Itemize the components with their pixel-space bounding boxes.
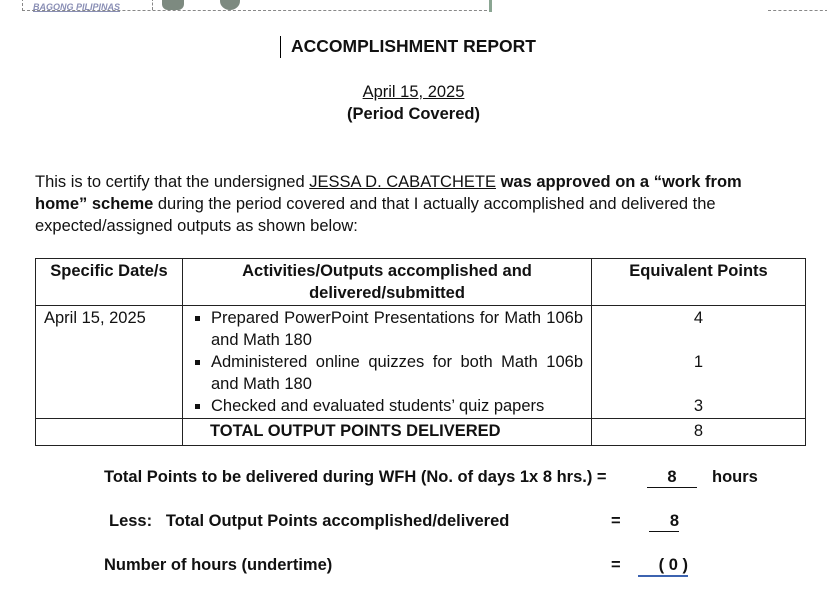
cert-suffix: during the period covered and that I actually accomplished and delivered the expected/assigned outputs as shown below:	[35, 195, 716, 235]
empty-cell	[36, 419, 183, 446]
total-label: TOTAL OUTPUT POINTS DELIVERED	[183, 419, 592, 446]
equals-sign: =	[611, 556, 621, 574]
report-date: April 15, 2025	[362, 83, 465, 101]
employee-name: JESSA D. CABATCHETE	[309, 173, 496, 191]
activity-item: ▪ Prepared PowerPoint Presentations for Math 106b and Math 180	[211, 307, 583, 351]
total-points-value: 8	[647, 468, 697, 488]
header-bar	[489, 0, 492, 12]
header-activities: Activities/Outputs accomplished and delivered/submitted	[183, 259, 592, 306]
points-value: 1	[693, 353, 704, 371]
less-label: Less: Total Output Points accomplished/delivered	[109, 512, 510, 530]
undertime-label: Number of hours (undertime)	[104, 556, 333, 574]
cert-bold: was approved on a “work from home” scheme	[35, 173, 742, 213]
logo-image	[162, 0, 184, 10]
cert-prefix: This is to certify that the undersigned	[35, 173, 310, 191]
total-points: 8	[592, 419, 806, 446]
logo-text: BAGONG PILIPINAS	[33, 2, 121, 12]
row-date: April 15, 2025	[36, 306, 183, 419]
accomplished-value: 8	[649, 512, 679, 532]
page-title: ACCOMPLISHMENT REPORT	[291, 36, 536, 56]
activity-item: ▪ Administered online quizzes for both Math 106b and Math 180	[211, 351, 583, 395]
points-value: 3	[693, 397, 704, 415]
total-points-label: Total Points to be delivered during WFH (No. of days 1x 8 hrs.) =	[104, 468, 607, 486]
header-border-right	[768, 10, 827, 11]
undertime-value: ( 0 )	[638, 556, 688, 577]
period-label: (Period Covered)	[347, 105, 480, 123]
points-value: 4	[693, 309, 704, 327]
activities-cell	[183, 306, 592, 419]
accomplishment-table	[35, 258, 806, 446]
header-divider	[152, 0, 153, 10]
activity-item: ▪ Checked and evaluated students’ quiz papers	[211, 395, 583, 417]
header-points: Equivalent Points	[592, 259, 806, 306]
equals-sign: =	[611, 512, 621, 530]
points-cell	[592, 306, 806, 419]
hours-unit: hours	[712, 468, 758, 486]
header-date: Specific Date/s	[36, 259, 183, 306]
certification-paragraph	[35, 171, 795, 237]
